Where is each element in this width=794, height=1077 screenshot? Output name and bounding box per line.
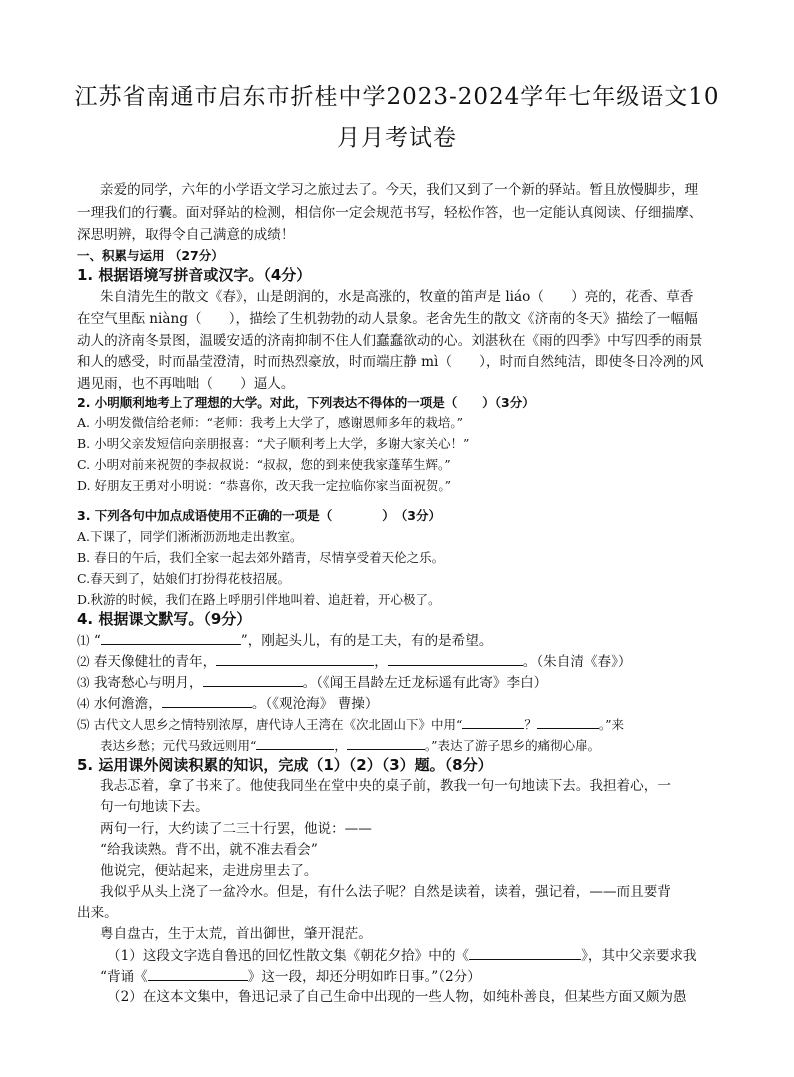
answer-blank[interactable] [216,651,374,666]
reading-passage-line: 我似乎从头上浇了一盆冷水。但是，有什么法子呢？自然是读着，读着，强记着，——而且要背 [100,884,671,900]
item-text: （1）这段文字选自鲁迅的回忆性散文集《朝花夕拾》中的《 [107,948,470,964]
question-3-option-a: A.下课了，同学们淅淅沥沥地走出教室。 [77,529,303,544]
intro-line: 一理我们的行囊。面对驿站的检测，相信你一定会规范书写，轻松作答，也一定能认真阅读、仔细揣摩、 [77,205,703,221]
item-number: ⑶ [77,675,90,690]
recite-item-1 [77,630,722,651]
question-1-text: 遇见雨，也不再咄咄（ ）逼人。 [77,376,295,392]
reading-passage-line: 粤自盘古，生于太荒，首出御世，肇开混茫。 [100,926,372,942]
answer-blank[interactable] [256,735,334,750]
question-4-heading: 4. 根据课文默写。（9分） [77,610,252,628]
answer-blank[interactable] [101,630,241,645]
item-text: 》，其中父亲要求我 [581,948,697,964]
reading-passage-line: 我忐忑着，拿了书来了。他使我同坐在堂中央的桌子前，教我一句一句地读下去。我担着心，一 [100,778,671,794]
answer-blank[interactable] [462,714,524,729]
recite-item-5-continued [100,735,745,756]
question-5-heading: 5. 运用课外阅读积累的知识，完成（1）（2）（3）题。（8分） [77,756,493,774]
question-2-option-c: C. 小明对前来祝贺的李叔叔说：“叔叔，您的到来使我家蓬荜生辉。” [77,457,451,472]
item-text: 。（《观沧海》 曹操） [251,696,379,712]
answer-blank[interactable] [162,693,252,708]
sub-question-2: （2）在这本文集中，鲁迅记录了自己生命中出现的一些人物，如纯朴善良，但某些方面又颇为愚 [107,989,687,1005]
recite-item-4 [77,693,722,714]
question-1-text: 和人的感受，时而晶莹澄清，时而热烈豪放，时而端庄静 mì（ ），时而自然纯洁，即使冬日冷冽的风 [77,354,704,370]
item-text: 春天像健壮的青年， [93,654,217,670]
question-3-option-c: C.春天到了，姑娘们打扮得花枝招展。 [77,571,291,586]
question-1-heading: 1. 根据语境写拼音或汉字。（4分） [77,266,312,284]
item-text: ， [334,738,347,753]
recite-item-3 [77,672,722,693]
reading-passage-line: 他说完，便站起来，走进房里去了。 [100,863,318,879]
reading-passage-line: “给我读熟。背不出，就不准去看会” [100,842,318,858]
question-3-option-d: D.秋游的时候，我们在路上呼朋引伴地叫着、追赶着，开心极了。 [77,592,441,607]
item-text: 。（朱自清《春》） [522,654,632,670]
item-number: ⑵ [77,654,90,669]
question-1-text: 在空气里酝 niàng（ ），描绘了生机勃勃的动人景象。老舍先生的散文《济南的冬天》描绘了一幅幅 [77,311,698,327]
answer-blank[interactable] [148,966,248,981]
page-title: 江苏省南通市启东市折桂中学2023-2024学年七年级语文10 [74,84,720,110]
recite-item-5 [77,714,722,735]
item-text: 。”表达了游子思乡的痛彻心扉。 [424,738,601,753]
reading-passage-line: 两句一行，大约读了二三十行罢，他说：—— [100,821,372,837]
question-3-option-b: B. 春日的午后，我们全家一起去郊外踏青，尽情享受着天伦之乐。 [77,550,445,565]
question-1-text: 动人的济南冬景图，温暖安适的济南抑制不住人们蠢蠢欲动的心。刘湛秋在《雨的四季》中写四季的雨景 [77,333,703,349]
item-text: ”，刚起头儿，有的是工夫，有的是希望。 [240,633,493,649]
sub-question-1 [107,945,752,966]
item-text: “背诵《 [100,969,148,985]
item-text: 表达乡愁；元代马致远则用“ [100,738,257,753]
item-text: 》这一段，却还分明如昨日事。”（2分） [247,969,481,985]
intro-line: 亲爱的同学，六年的小学语文学习之旅过去了。今天，我们又到了一个新的驿站。暂且放慢脚步，理 [100,182,699,198]
item-text: ？ [524,717,537,732]
item-text: 我寄愁心与明月， [93,675,203,691]
question-2-option-b: B. 小明父亲发短信向亲朋报喜：“犬子顺利考上大学，多谢大家关心！” [77,436,470,451]
reading-passage-line: 句一句地读下去。 [100,799,209,815]
sub-question-1-continued [100,966,745,987]
item-text: “ [93,633,101,649]
section-heading: 一、积累与运用 （27分） [77,248,224,263]
answer-blank[interactable] [203,672,303,687]
question-3-heading: 3. 下列各句中加点成语使用不正确的一项是（ ） （3分） [77,508,441,523]
question-2-heading: 2. 小明顺利地考上了理想的大学。对此，下列表达不得体的一项是（ ）（3分） [77,395,535,410]
question-2-option-d: D. 好朋友王勇对小明说：“恭喜你，改天我一定拉临你家当面祝贺。” [77,478,452,493]
answer-blank[interactable] [537,714,599,729]
page-title-continued: 月月考试卷 [337,125,457,151]
item-text: 古代文人思乡之情特别浓厚，唐代诗人王湾在《次北固山下》中用“ [93,717,463,732]
item-text: ， [374,654,388,670]
intro-line: 深思明辨，取得令自己满意的成绩！ [77,227,295,243]
question-2-option-a: A. 小明发微信给老师：“老师：我考上大学了，感谢恩师多年的栽培。” [77,415,464,430]
item-number: ⑸ [77,717,90,732]
item-number: ⑷ [77,696,90,711]
item-text: 。（《闻王昌龄左迁龙标遥有此寄》李白） [302,675,548,691]
item-text: 。”来 [598,717,625,732]
reading-passage-line: 出来。 [77,905,118,921]
item-text: 水何澹澹， [93,696,162,712]
answer-blank[interactable] [388,651,523,666]
item-number: ⑴ [77,633,90,648]
answer-blank[interactable] [469,945,581,960]
recite-item-2 [77,651,722,672]
answer-blank[interactable] [347,735,425,750]
question-1-text: 朱自清先生的散文《春》，山是朗润的，水是高涨的，牧童的笛声是 liáo（ ）亮的，花香、草香 [100,289,694,305]
